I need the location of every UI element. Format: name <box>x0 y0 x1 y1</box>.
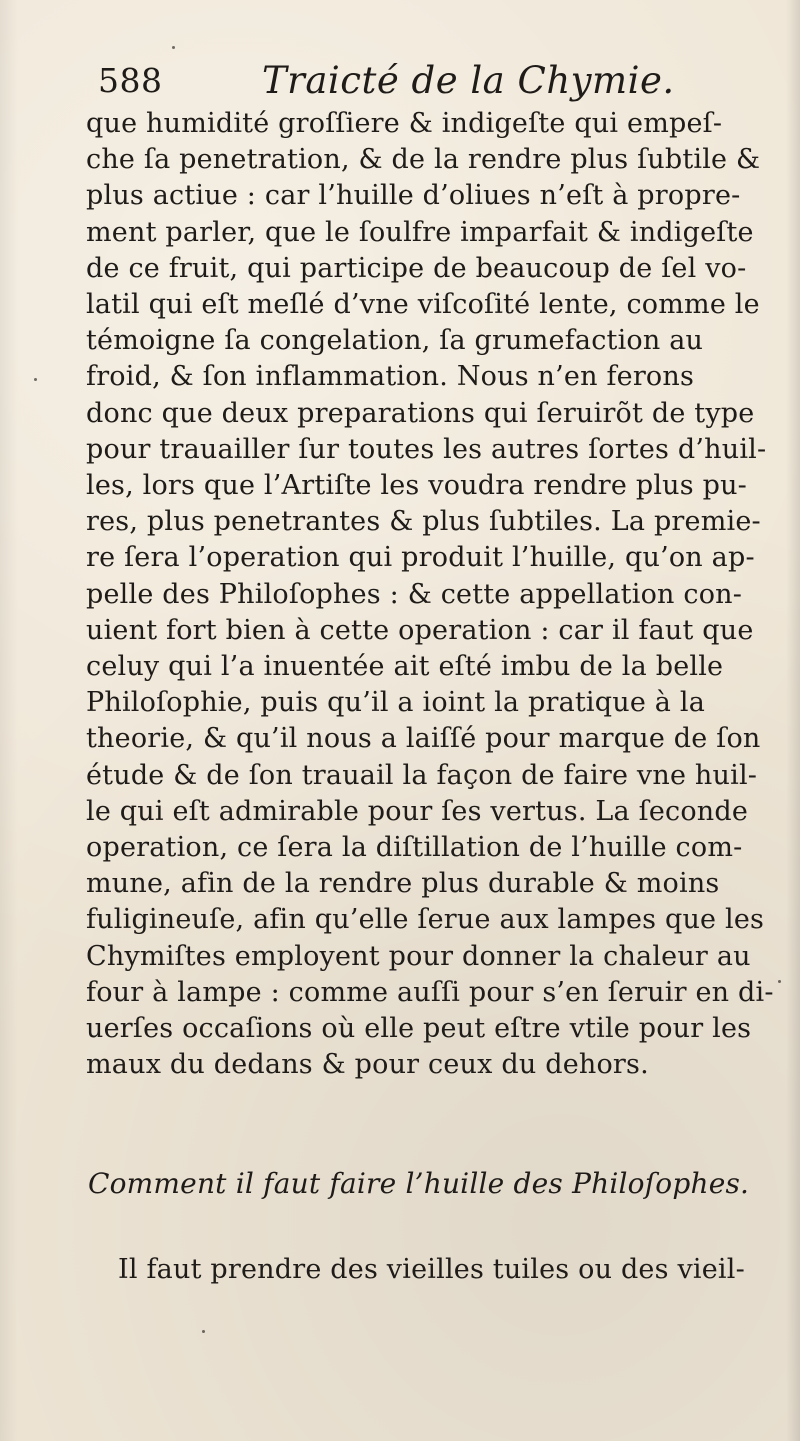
text-line-02: che ſa penetration, & de la rendre plus ſubtile & <box>86 144 761 176</box>
text-line-14: pelle des Philoſophes : & cette appellation con- <box>86 578 743 610</box>
text-line-06: latil qui eſt meſlé d’vne viſcoſité lente, comme le <box>86 289 760 321</box>
text-line-16: celuy qui l’a inuentée ait eſté imbu de la belle <box>86 651 724 683</box>
text-line-17: Philoſophie, puis qu’il a ioint la pratique à la <box>86 687 705 719</box>
text-line-01: que humidité groſſiere & indigeſte qui empeſ- <box>86 108 723 139</box>
text-line-12: res, plus penetrantes & plus ſubtiles. La premie- <box>86 506 761 538</box>
page-number: 588 <box>98 61 163 100</box>
text-line-22: mune, afin de la rendre plus durable & moins <box>86 868 720 900</box>
text-line-26: uerſes occaſions où elle peut eſtre vtile pour les <box>86 1013 752 1045</box>
text-line-08: froid, & ſon inflammation. Nous n’en ferons <box>86 361 695 393</box>
text-line-23: fuligineuſe, afin qu’elle ſerue aux lampes que les <box>86 904 765 936</box>
running-head: Traicté de la Chymie. <box>262 59 675 102</box>
text-line-25: four à lampe : comme auſſi pour s’en ſeruir en di- <box>86 976 774 1008</box>
text-line-05: de ce fruit, qui participe de beaucoup de ſel vo- <box>86 252 747 284</box>
paper-speck <box>34 378 37 381</box>
text-line-20: le qui eſt admirable pour ſes vertus. La ſeconde <box>86 795 749 827</box>
text-line-11: les, lors que l’Artiſte les voudra rendre plus pu- <box>86 470 748 502</box>
text-line-21: operation, ce ſera la diſtillation de l’huille com- <box>86 832 743 864</box>
text-line-07: témoigne ſa congelation, ſa grumefaction au <box>86 325 704 357</box>
continuation-line: Il faut prendre des vieilles tuiles ou des vieil- <box>118 1254 745 1285</box>
text-line-10: pour trauailler ſur toutes les autres ſortes d’huil- <box>86 433 767 465</box>
text-line-15: uient fort bien à cette operation : car il faut que <box>86 614 754 646</box>
text-line-19: étude & de ſon trauail la façon de faire vne huil- <box>86 759 758 791</box>
text-line-09: donc que deux preparations qui ſeruirõt de type <box>86 397 755 429</box>
text-line-18: theorie, & qu’il nous a laiſſé pour marque de ſon <box>86 723 761 755</box>
section-heading: Comment il faut faire l’huille des Philoſophes. <box>88 1167 750 1200</box>
text-line-03: plus actiue : car l’huille d’oliues n’eſt à propre- <box>86 180 741 212</box>
page-edge-shadow <box>786 0 800 1441</box>
text-line-13: re ſera l’operation qui produit l’huille, qu’on ap- <box>86 542 755 574</box>
text-line-27: maux du dedans & pour ceux du dehors. <box>86 1049 649 1081</box>
paper-speck <box>172 46 175 49</box>
paper-speck <box>202 1330 205 1333</box>
text-line-24: Chymiſtes employent pour donner la chaleur au <box>86 940 751 972</box>
paper-speck <box>778 980 781 983</box>
body-text <box>86 106 776 1083</box>
text-line-04: ment parler, que le ſoulfre imparfait & indigeſte <box>86 216 754 248</box>
